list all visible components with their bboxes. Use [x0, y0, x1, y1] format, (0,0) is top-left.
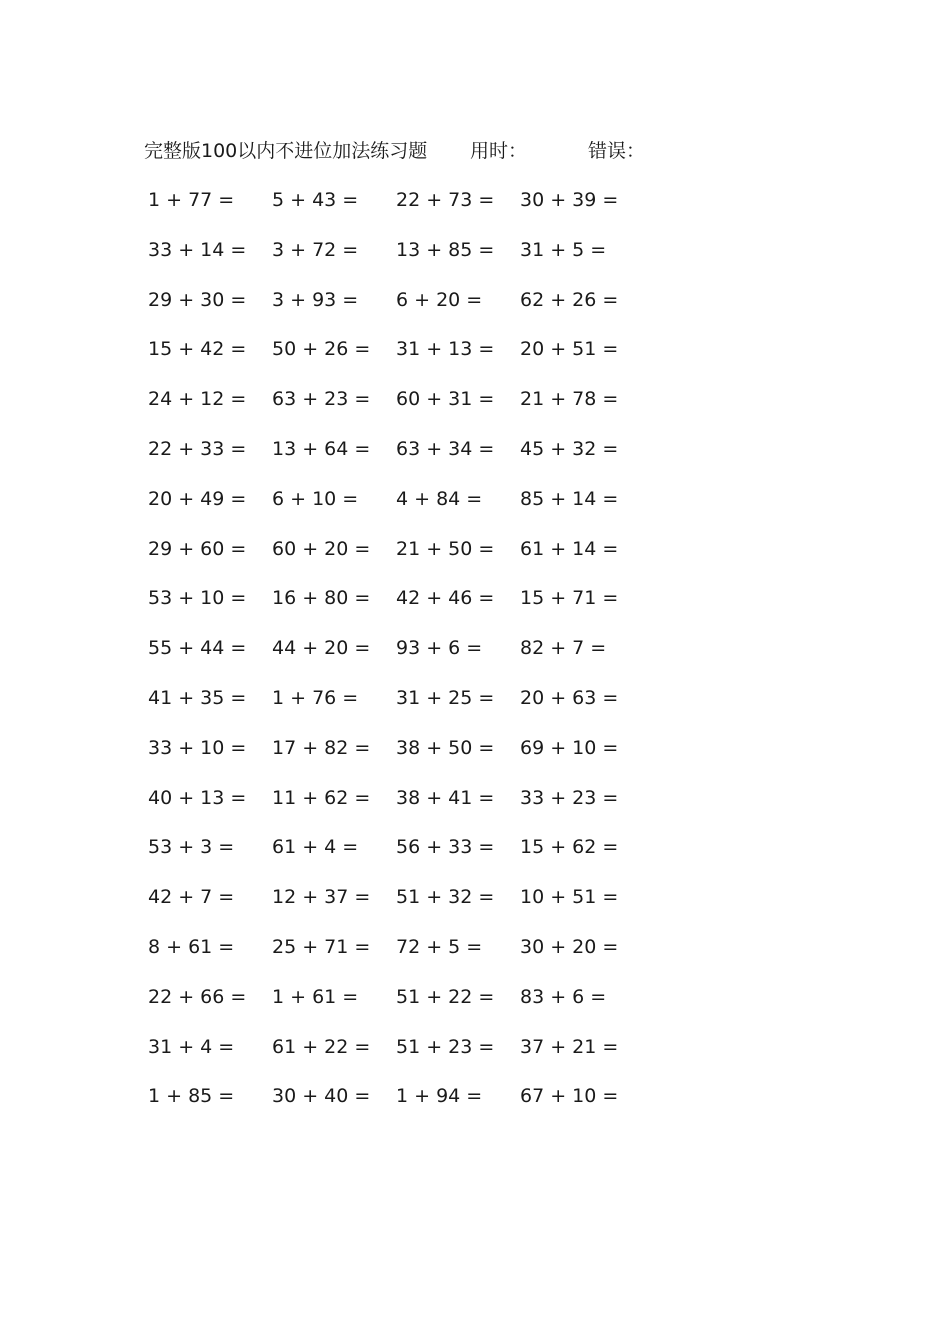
- problem-item: 53 + 10 =: [148, 587, 247, 610]
- problem-item: 60 + 31 =: [396, 388, 495, 411]
- problem-item: 42 + 7 =: [148, 886, 235, 909]
- problem-item: 21 + 78 =: [520, 388, 619, 411]
- problem-item: 61 + 4 =: [272, 836, 359, 859]
- worksheet-title: 完整版100以内不进位加法练习题: [144, 140, 428, 162]
- problem-item: 22 + 33 =: [148, 438, 247, 460]
- problem-item: 1 + 77 =: [148, 189, 235, 211]
- problem-item: 15 + 71 =: [520, 587, 619, 610]
- problem-item: 11 + 62 =: [272, 786, 371, 809]
- problem-item: 30 + 40 =: [272, 1085, 371, 1108]
- time-label: 用时：: [470, 140, 528, 162]
- problem-item: 93 + 6 =: [396, 637, 483, 660]
- problem-item: 69 + 10 =: [520, 736, 619, 759]
- problem-item: 13 + 85 =: [396, 238, 495, 261]
- problem-item: 33 + 14 =: [148, 238, 247, 261]
- problem-item: 17 + 82 =: [272, 736, 371, 759]
- problem-item: 5 + 43 =: [272, 189, 359, 211]
- problem-item: 67 + 10 =: [520, 1085, 619, 1108]
- problem-item: 31 + 25 =: [396, 687, 495, 709]
- problem-item: 53 + 3 =: [148, 836, 235, 859]
- problem-item: 38 + 41 =: [396, 786, 495, 809]
- problem-item: 83 + 6 =: [520, 985, 607, 1008]
- problem-item: 20 + 49 =: [148, 487, 247, 510]
- problem-item: 6 + 20 =: [396, 288, 483, 311]
- problem-item: 51 + 23 =: [396, 1035, 495, 1058]
- problem-item: 50 + 26 =: [272, 338, 371, 361]
- problem-item: 25 + 71 =: [272, 936, 371, 958]
- problem-item: 22 + 66 =: [148, 985, 247, 1008]
- problem-item: 63 + 34 =: [396, 438, 495, 460]
- problem-item: 45 + 32 =: [520, 438, 619, 460]
- problem-item: 41 + 35 =: [148, 687, 247, 709]
- problem-item: 31 + 4 =: [148, 1035, 235, 1058]
- problem-item: 51 + 22 =: [396, 985, 495, 1008]
- problem-item: 38 + 50 =: [396, 736, 495, 759]
- problem-item: 4 + 84 =: [396, 487, 483, 510]
- problem-item: 31 + 5 =: [520, 238, 607, 261]
- problem-item: 60 + 20 =: [272, 537, 371, 560]
- problem-item: 3 + 72 =: [272, 238, 359, 261]
- problem-item: 21 + 50 =: [396, 537, 495, 560]
- problem-item: 20 + 63 =: [520, 687, 619, 709]
- problem-item: 61 + 22 =: [272, 1035, 371, 1058]
- problem-item: 56 + 33 =: [396, 836, 495, 859]
- problem-item: 42 + 46 =: [396, 587, 495, 610]
- problem-item: 20 + 51 =: [520, 338, 619, 361]
- problem-item: 62 + 26 =: [520, 288, 619, 311]
- problem-item: 82 + 7 =: [520, 637, 607, 660]
- problem-item: 40 + 13 =: [148, 786, 247, 809]
- problem-item: 1 + 76 =: [272, 687, 359, 709]
- problem-item: 24 + 12 =: [148, 388, 247, 411]
- problem-item: 30 + 20 =: [520, 936, 619, 958]
- problem-item: 85 + 14 =: [520, 487, 619, 510]
- problem-item: 55 + 44 =: [148, 637, 247, 660]
- problem-item: 6 + 10 =: [272, 487, 359, 510]
- problem-item: 13 + 64 =: [272, 438, 371, 460]
- problem-item: 31 + 13 =: [396, 338, 495, 361]
- problem-item: 16 + 80 =: [272, 587, 371, 610]
- problem-item: 1 + 94 =: [396, 1085, 483, 1108]
- problem-item: 1 + 61 =: [272, 985, 359, 1008]
- problem-item: 22 + 73 =: [396, 189, 495, 211]
- problem-item: 12 + 37 =: [272, 886, 371, 909]
- problem-item: 29 + 60 =: [148, 537, 247, 560]
- problem-item: 1 + 85 =: [148, 1085, 235, 1108]
- problem-item: 30 + 39 =: [520, 189, 619, 211]
- problem-item: 15 + 62 =: [520, 836, 619, 859]
- problem-item: 3 + 93 =: [272, 288, 359, 311]
- problem-item: 44 + 20 =: [272, 637, 371, 660]
- problem-item: 51 + 32 =: [396, 886, 495, 909]
- problem-item: 37 + 21 =: [520, 1035, 619, 1058]
- problem-item: 63 + 23 =: [272, 388, 371, 411]
- problem-item: 15 + 42 =: [148, 338, 247, 361]
- error-label: 错误：: [588, 140, 646, 162]
- problem-item: 33 + 10 =: [148, 736, 247, 759]
- problem-item: 29 + 30 =: [148, 288, 247, 311]
- problem-item: 61 + 14 =: [520, 537, 619, 560]
- problem-item: 8 + 61 =: [148, 936, 235, 958]
- problem-item: 10 + 51 =: [520, 886, 619, 909]
- problem-item: 72 + 5 =: [396, 936, 483, 958]
- problem-item: 33 + 23 =: [520, 786, 619, 809]
